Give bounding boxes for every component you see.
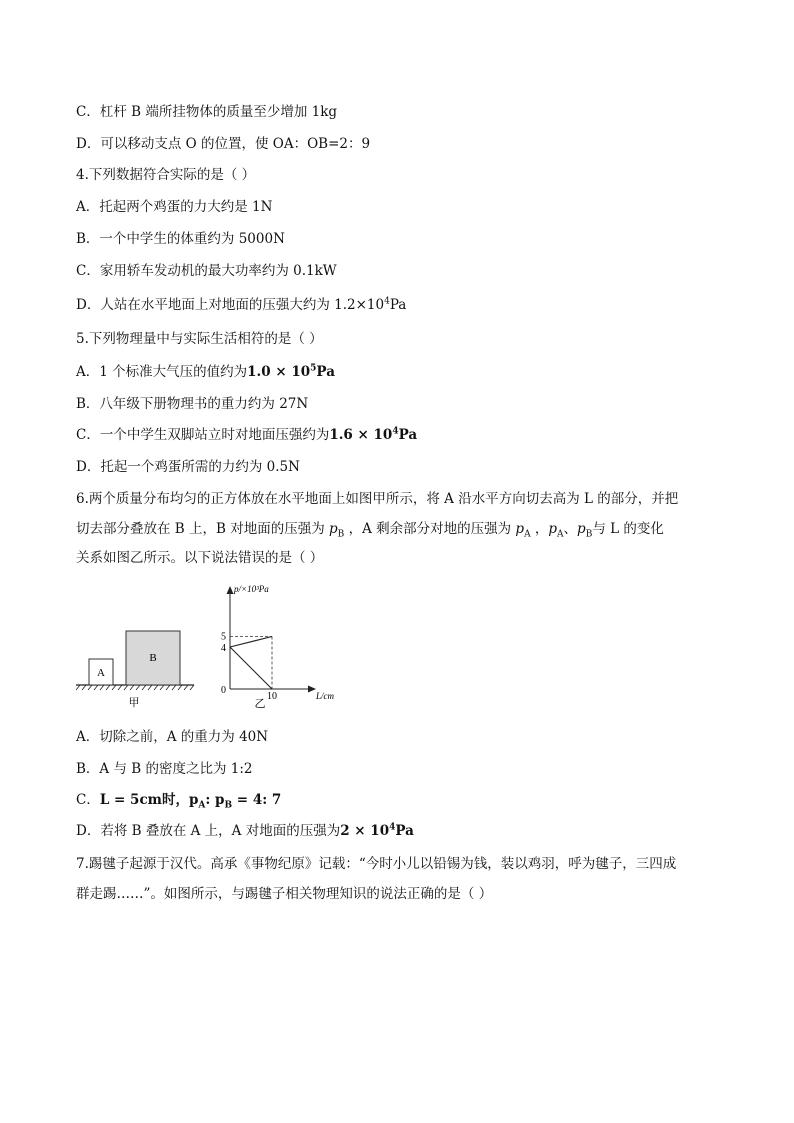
q7-stem-line2: 群走踢……”。如图所示，与踢毽子相关物理知识的说法正确的是（ ） — [76, 886, 493, 902]
q6c-sub-b: B — [224, 800, 233, 811]
q6c-math: L = 5cm时，p — [99, 792, 199, 808]
q6-stem-line3: 关系如图乙所示。以下说法错误的是（ ） — [76, 550, 324, 566]
q6-pA: p — [515, 521, 525, 537]
q3-option-d: D．可以移动支点 O 的位置，使 OA：OB=2：9 — [76, 136, 371, 152]
series-line-2 — [230, 647, 272, 689]
caption-yi: 乙 — [254, 697, 266, 710]
y-axis-label: p/×10³Pa — [234, 584, 269, 594]
q6-text-b: ，A 剩余部分对地的压强为 — [344, 521, 516, 537]
q6-text-a: 切去部分叠放在 B 上，B 对地面的压强为 — [76, 521, 330, 537]
q6-pB2: p — [577, 521, 586, 537]
q6-option-b: B．A 与 B 的密度之比为 1:2 — [76, 761, 253, 777]
q5c-exponent: 4 — [392, 426, 399, 437]
q5-option-a — [76, 362, 335, 382]
series-line-1 — [230, 637, 272, 648]
tick-label-y-4: 4 — [221, 643, 226, 654]
q7-stem-line1: 7.踢毽子起源于汉代。高承《事物纪原》记载：“今时小儿以铅锡为钱，装以鸡羽，呼为毽子，三四成 — [76, 856, 677, 872]
q6-pB: p — [329, 521, 338, 537]
q4-option-a: A．托起两个鸡蛋的力大约是 1N — [76, 199, 273, 215]
q6-option-c — [76, 790, 281, 810]
q4-option-c: C．家用轿车发动机的最大功率约为 0.1kW — [76, 263, 337, 279]
q5a-value: 1.0 × 10 — [247, 364, 311, 380]
q6-option-d — [76, 821, 414, 841]
q6-pB-sub: B — [337, 529, 345, 540]
tick-label-origin: 0 — [221, 685, 226, 696]
q6-pA-sub: A — [524, 529, 531, 540]
q4d-exponent: 4 — [384, 296, 390, 307]
q6-stem-line2 — [76, 519, 664, 539]
q4-stem: 4.下列数据符合实际的是（ ） — [76, 167, 256, 183]
q6-text-d: 、 — [563, 521, 578, 537]
q6d-unit: Pa — [395, 823, 414, 839]
q6c-sub-a: A — [198, 800, 206, 811]
q4-option-b: B．一个中学生的体重约为 5000N — [76, 231, 285, 247]
q5c-value: 1.6 × 10 — [329, 427, 393, 443]
figure-jia — [76, 631, 194, 709]
q6-pA2: p — [548, 521, 558, 537]
ground-hatching — [76, 685, 194, 690]
figure-yi — [221, 584, 335, 710]
q5-option-b: B．八年级下册物理书的重力约为 27N — [76, 396, 309, 412]
q5-stem: 5.下列物理量中与实际生活相符的是（ ） — [76, 331, 323, 347]
block-a-label: A — [97, 667, 105, 679]
q5-option-d: D．托起一个鸡蛋所需的力约为 0.5N — [76, 459, 300, 475]
q5a-unit: Pa — [316, 364, 335, 380]
tick-label-y-5: 5 — [221, 631, 226, 643]
q6-option-a: A．切除之前，A 的重力为 40N — [76, 729, 269, 745]
q3-option-c: C．杠杆 B 端所挂物体的质量至少增加 1kg — [76, 104, 338, 120]
q6c-mid: : p — [205, 792, 225, 808]
q6-text-e: 与 L 的变化 — [592, 521, 664, 537]
q5a-text: A．1 个标准大气压的值约为 — [76, 364, 248, 380]
q6-stem-line1: 6.两个质量分布均匀的正方体放在水平地面上如图甲所示，将 A 沿水平方向切去高为 L 的部分，并把 — [76, 491, 679, 507]
q5a-exponent: 5 — [310, 363, 317, 374]
q6d-exponent: 4 — [389, 822, 396, 833]
y-axis-arrow — [227, 586, 234, 594]
q6d-value: 2 × 10 — [340, 823, 390, 839]
caption-jia: 甲 — [128, 696, 140, 709]
q5c-unit: Pa — [398, 427, 418, 443]
block-b-label: B — [149, 652, 157, 664]
q6d-text: D．若将 B 叠放在 A 上，A 对地面的压强为 — [76, 823, 341, 839]
x-axis-label: L/cm — [316, 691, 334, 701]
q6-pA2-sub: A — [557, 529, 564, 540]
q6c-ratio: = 4: 7 — [232, 792, 282, 808]
q6-pB2-sub: B — [585, 529, 593, 540]
q5-option-c — [76, 425, 417, 445]
q5c-text: C．一个中学生双脚站立时对地面压强约为 — [76, 427, 330, 443]
q6c-prefix: C． — [76, 792, 100, 808]
x-axis-arrow — [308, 686, 316, 693]
q6-text-c: ， — [530, 521, 549, 537]
tick-label-x-10: 10 — [267, 691, 277, 702]
q6-figure — [76, 578, 356, 713]
q4d-unit: Pa — [389, 297, 407, 313]
q4d-text: D．人站在水平地面上对地面的压强大约为 1.2×10 — [76, 297, 385, 313]
q4-option-d — [76, 295, 406, 315]
plot-area — [221, 632, 277, 703]
